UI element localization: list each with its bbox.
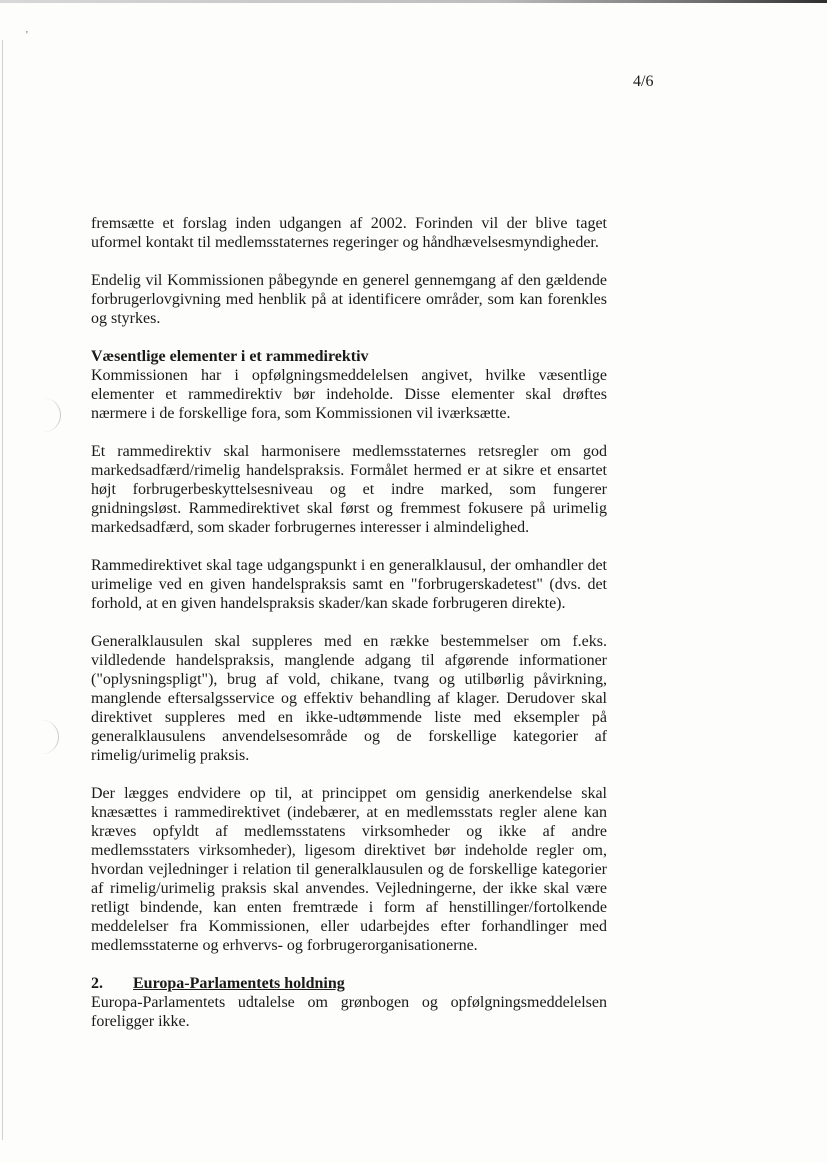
section-heading-elements: Væsentlige elementer i et rammedirektiv [91,348,369,365]
paragraph: Der lægges endvidere op til, at princippet om gensidig anerkendelse skal knæsættes i rammedirektivet (indebærer, at en medlemsstats regler alene kan kræves opfyldt af medlemsstatens virksomheder og ikke af andre medlemsstaters virksomheder), ligesom direktivet bør indeholde regler om, hvordan vejledninger i relation til generalklausulen og de forskellige kategorier af rimelig/urimelig praksis skal anvendes. Vejledningerne, der ikke skal være retligt bindende, kan enten fremtræde i form af henstillinger/fortolkende meddelelser fra Kommissionen, eller udarbejdes efter forhandlinger med medlemsstaterne og erhvervs- og forbrugerorganisationerne. [91,785,607,954]
punch-hole-mark [38,398,61,432]
paragraph: Generalklausulen skal suppleres med en række bestemmelser om f.eks. vildledende handelspraksis, manglende adgang til afgørende informationer ("oplysningspligt"), brug af vold, chikane, tvang og utilbørlig påvirkning, manglende eftersalgsservice og effektiv behandling af klager. Derudover skal direktivet suppleres med en ikke-udtømmende liste med eksempler på generalklausulens anvendelsesområde og de forskellige kategorier af rimelig/urimelig praksis. [91,633,607,764]
paragraph: Endelig vil Kommissionen påbegynde en generel gennemgang af den gældende forbrugerlovgivning med henblik på at identificere områder, som kan forenkles og styrkes. [91,272,607,327]
page-number: 4/6 [633,73,654,90]
paragraph: Europa-Parlamentets udtalelse om grønbogen og opfølgningsmeddelelsen foreligger ikke. [91,994,607,1030]
paragraph: Rammedirektivet skal tage udgangspunkt i en generalklausul, der omhandler det urimelige ved en given handelspraksis samt en "forbrugerskadetest" (dvs. det forhold, at en given handelspraksis skader/kan skade forbrugeren direkte). [91,557,607,612]
document-body [91,214,607,1050]
section-title: Europa-Parlamentets holdning [133,975,345,992]
paragraph: fremsætte et forslag inden udgangen af 2002. Forinden vil der blive taget uformel kontakt til medlemsstaternes regeringer og håndhævelsesmyndigheder. [91,215,607,251]
punch-hole-mark [36,720,59,754]
paragraph: Kommissionen har i opfølgningsmeddelelsen angivet, hvilke væsentlige elementer et rammedirektiv bør indeholde. Disse elementer skal drøftes nærmere i de forskellige fora, som Kommissionen vil iværksætte. [91,367,607,422]
scan-top-edge [0,0,827,3]
scan-left-edge [2,40,3,1140]
section-2-heading [91,974,607,993]
scan-speck: ' [26,30,28,41]
section-number: 2. [91,975,103,992]
paragraph: Et rammedirektiv skal harmonisere medlemsstaternes retsregler om god markedsadfærd/rimelig handelspraksis. Formålet hermed er at sikre et ensartet højt forbrugerbeskyttelsesniveau og et indre marked, som fungerer gnidningsløst. Rammedirektivet skal først og fremmest fokusere på urimelig markedsadfærd, som skader forbrugernes interesser i almindelighed. [91,443,607,536]
